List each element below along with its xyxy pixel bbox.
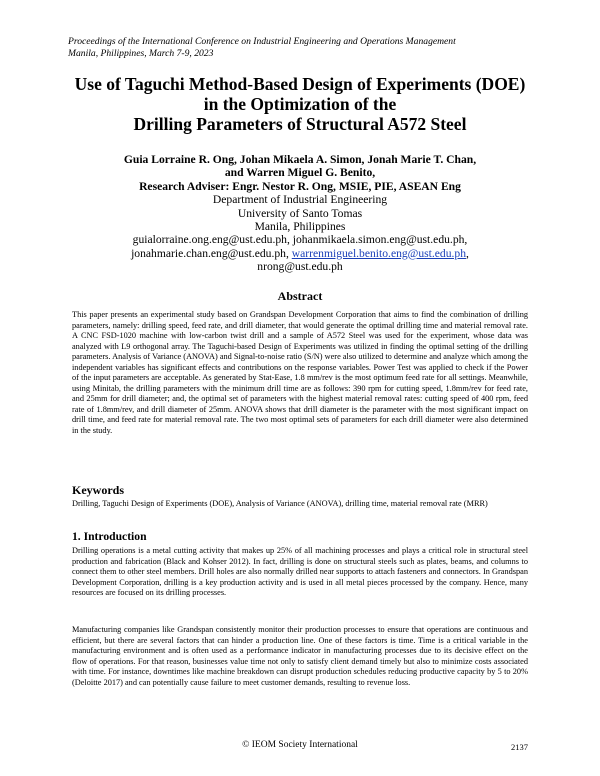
introduction-paragraph-1: Drilling operations is a metal cutting activity that makes up 25% of all machining processes and plays a critical role in structural steel production and fabrication (Black and Kohser 2012). In fact, drilling is done on structural steels such as plates, beams, and columns to connect them to other steel members. Drill holes are also normally drilled near supports to attach fasteners and connectors. In Grandspan Development Corporation, drilling is a key production activity and is used in all metal pieces processed by the company. Hence, many resources are focused on its drilling processes. xyxy=(72,546,528,597)
location: Manila, Philippines xyxy=(254,220,346,234)
keywords-heading: Keywords xyxy=(72,483,124,497)
page-number: 2137 xyxy=(511,742,528,752)
email-separator: , xyxy=(466,246,469,260)
research-adviser: Research Adviser: Engr. Nestor R. Ong, MSIE, PIE, ASEAN Eng xyxy=(139,179,461,193)
department: Department of Industrial Engineering xyxy=(212,193,388,207)
emails-line-3: nrong@ust.edu.ph xyxy=(257,260,343,274)
abstract-heading: Abstract xyxy=(277,289,323,303)
author-block xyxy=(40,153,560,274)
email-benito-link[interactable]: warrenmiguel.benito.eng@ust.edu.ph xyxy=(291,246,467,260)
author-names-2: and Warren Miguel G. Benito, xyxy=(224,166,376,180)
university: University of Santo Tomas xyxy=(237,206,363,220)
title-line-2: in the Optimization of the xyxy=(203,94,397,114)
title-line-1: Use of Taguchi Method-Based Design of Experiments (DOE) xyxy=(74,74,526,94)
introduction-heading: 1. Introduction xyxy=(72,530,147,543)
abstract-text: This paper presents an experimental study based on Grandspan Development Corporation that aims to find the combination of drilling parameters, namely: drilling speed, feed rate, and drill diameter, that would generate the optimal drilling time and material removal rate. A CNC FSD-1020 machine with low-carbon twist drill and a sample of A572 Steel was used for the experiment, whose data was analyzed with L9 orthogonal array. The Taguchi-based Design of Experiments was utilized in finding the optimal setting of the drilling parameters. Analysis of Variance (ANOVA) and Signal-to-noise ratio (S/N) were also utilized to determine and analyze which among the independent variables has significant effects and contributions on the response variables. Power Test was applied to check if the Power of the input parameters are acceptable. As generated by Stat-Ease, 1.8 mm/rev is the most optimum feed rate for all settings. Meanwhile, using Minitab, the drilling parameters with the minimum drill time are as follows: 390 rpm for cutting speed, 1.8mm/rev for feed rate, and 25mm for drill diameter; and, the optimal set of parameters with the highest material removal rates: cutting speed of 400 rpm, feed rate of 1.8mm/rev, and drill diameter of 25mm. ANOVA shows that drill diameter is the parameter with the most significant impact on drill time, and feed rate for material removal rate. The two most optimal sets of parameters for each drill diameter were also determined in the study. xyxy=(72,310,528,436)
conference-location-date: Manila, Philippines, March 7-9, 2023 xyxy=(68,48,214,59)
email-chan: jonahmarie.chan.eng@ust.edu.ph, xyxy=(131,246,289,260)
author-names-1: Guia Lorraine R. Ong, Johan Mikaela A. Simon, Jonah Marie T. Chan, xyxy=(123,153,477,166)
title-line-3: Drilling Parameters of Structural A572 Steel xyxy=(133,114,467,134)
emails-line-1: guialorraine.ong.eng@ust.edu.ph, johanmikaela.simon.eng@ust.edu.ph, xyxy=(132,233,468,247)
keywords-text: Drilling, Taguchi Design of Experiments (DOE), Analysis of Variance (ANOVA), drilling time, material removal rate (MRR) xyxy=(72,499,488,508)
conference-header xyxy=(68,36,456,60)
emails-line-2 xyxy=(40,247,560,260)
conference-name: Proceedings of the International Conference on Industrial Engineering and Operations Management xyxy=(68,36,456,47)
introduction-paragraph-2: Manufacturing companies like Grandspan consistently monitor their production processes to ensure that operations are continuous and efficient, but there are several factors that can hinder a production line. One of these factors is time. Time is a critical variable in the manufacturing environment and is often used as a performance indicator in manufacturing processes due to its decisive effect on the flow of operations. For that reason, businesses value time not only to satisfy client demand timely but also to minimize costs associated with time. For instance, downtimes like machine breakdown can disrupt production schedules reducing productive capacity by 5 to 20% (Deloitte 2017) and can potentially cause failure to meet customer demands, resulting to revenue loss. xyxy=(72,625,528,687)
paper-title xyxy=(40,74,560,134)
footer-society: © IEOM Society International xyxy=(242,740,358,750)
